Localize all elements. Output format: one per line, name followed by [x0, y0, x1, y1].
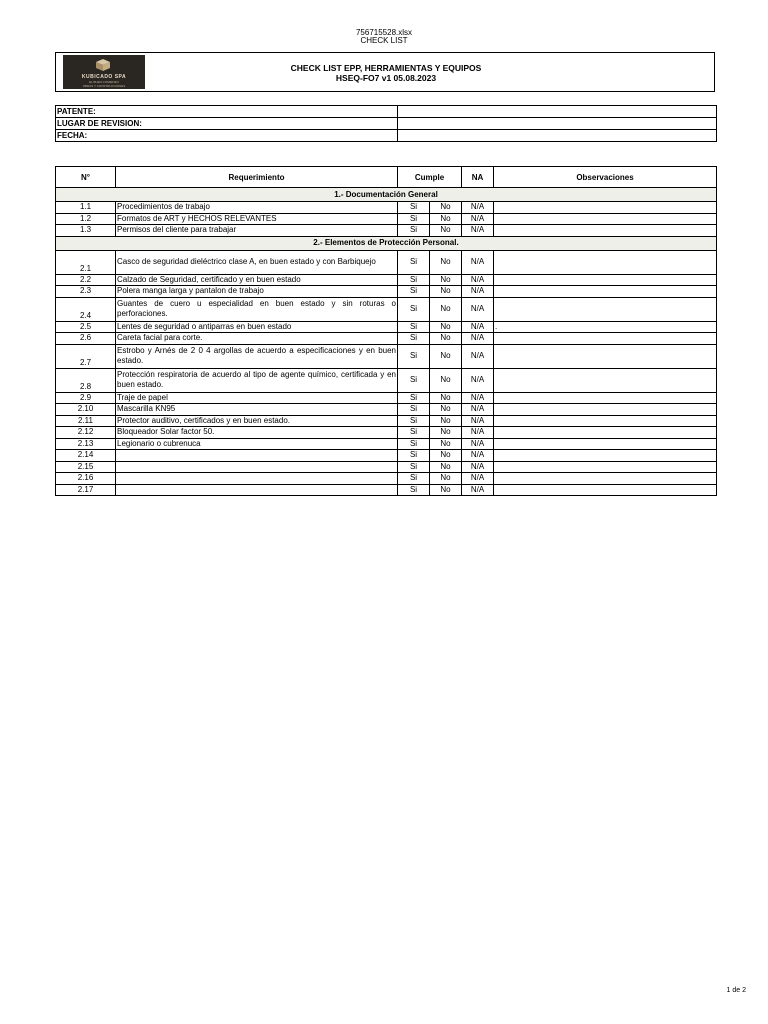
patente-label: PATENTE:	[56, 106, 398, 118]
na-option[interactable]: N/A	[462, 250, 494, 274]
na-option[interactable]: N/A	[462, 225, 494, 237]
table-row	[56, 286, 717, 298]
cumple-si-option[interactable]: Si	[398, 297, 430, 321]
patente-value[interactable]	[398, 106, 717, 118]
row-requirement	[116, 484, 398, 496]
na-option[interactable]: N/A	[462, 392, 494, 404]
sheet-name: CHECK LIST	[360, 36, 408, 45]
na-option[interactable]: N/A	[462, 473, 494, 485]
na-option[interactable]: N/A	[462, 321, 494, 333]
row-number: 2.10	[56, 404, 116, 416]
row-requirement: Protección respiratoria de acuerdo al tipo de agente químico, certificada y en buen estado.	[116, 368, 398, 392]
na-option[interactable]: N/A	[462, 213, 494, 225]
row-observations[interactable]	[494, 333, 717, 345]
row-number: 2.1	[56, 250, 116, 274]
row-observations[interactable]	[494, 250, 717, 274]
col-num-header: N°	[56, 167, 116, 188]
row-observations[interactable]	[494, 274, 717, 286]
cumple-no-option[interactable]: No	[430, 450, 462, 462]
row-observations[interactable]	[494, 427, 717, 439]
row-observations[interactable]: .	[494, 321, 717, 333]
row-requirement	[116, 450, 398, 462]
cumple-si-option[interactable]: Si	[398, 461, 430, 473]
na-option[interactable]: N/A	[462, 344, 494, 368]
cumple-no-option[interactable]: No	[430, 297, 462, 321]
fecha-value[interactable]	[398, 130, 717, 142]
table-row	[56, 321, 717, 333]
na-option[interactable]: N/A	[462, 368, 494, 392]
cumple-si-option[interactable]: Si	[398, 404, 430, 416]
row-number: 2.17	[56, 484, 116, 496]
company-logo	[63, 55, 145, 89]
cumple-si-option[interactable]: Si	[398, 225, 430, 237]
table-row	[56, 297, 717, 321]
section-header	[56, 188, 717, 202]
row-number: 1.3	[56, 225, 116, 237]
table-header-row	[56, 167, 717, 188]
section-title: 2.- Elementos de Protección Personal.	[56, 236, 717, 250]
table-row	[56, 450, 717, 462]
fecha-label: FECHA:	[56, 130, 398, 142]
cumple-no-option[interactable]: No	[430, 427, 462, 439]
row-requirement: Mascarilla KN95	[116, 404, 398, 416]
file-name: 756715528.xlsx	[355, 28, 413, 37]
info-table	[55, 105, 717, 142]
row-number: 2.14	[56, 450, 116, 462]
row-number: 2.16	[56, 473, 116, 485]
table-row	[56, 250, 717, 274]
row-observations[interactable]	[494, 368, 717, 392]
row-number: 1.2	[56, 213, 116, 225]
cumple-si-option[interactable]: Si	[398, 368, 430, 392]
cumple-no-option[interactable]: No	[430, 368, 462, 392]
cumple-si-option[interactable]: Si	[398, 438, 430, 450]
table-row	[56, 461, 717, 473]
table-row	[56, 415, 717, 427]
col-req-header: Requerimiento	[116, 167, 398, 188]
cumple-si-option[interactable]: Si	[398, 321, 430, 333]
document-title: CHECK LIST EPP, HERRAMIENTAS Y EQUIPOS	[290, 63, 482, 73]
row-observations[interactable]	[494, 461, 717, 473]
row-number: 2.7	[56, 344, 116, 368]
na-option[interactable]: N/A	[462, 274, 494, 286]
cumple-si-option[interactable]: Si	[398, 344, 430, 368]
row-observations[interactable]	[494, 484, 717, 496]
row-observations[interactable]	[494, 392, 717, 404]
section-title: 1.- Documentación General	[56, 188, 717, 202]
cumple-no-option[interactable]: No	[430, 473, 462, 485]
cumple-no-option[interactable]: No	[430, 286, 462, 298]
row-number: 2.6	[56, 333, 116, 345]
cube-icon	[96, 59, 110, 71]
row-number: 2.11	[56, 415, 116, 427]
row-requirement: Bloqueador Solar factor 50.	[116, 427, 398, 439]
na-option[interactable]: N/A	[462, 415, 494, 427]
row-requirement	[116, 473, 398, 485]
cumple-no-option[interactable]: No	[430, 202, 462, 214]
cumple-si-option[interactable]: Si	[398, 392, 430, 404]
col-cumple-header: Cumple	[398, 167, 462, 188]
info-row-fecha	[56, 130, 717, 142]
table-row	[56, 344, 717, 368]
row-requirement: Protector auditivo, certificados y en buen estado.	[116, 415, 398, 427]
cumple-si-option[interactable]: Si	[398, 484, 430, 496]
logo-line2: OBRAS Y CONSTRUCCIONES	[82, 84, 126, 88]
row-observations[interactable]	[494, 213, 717, 225]
row-requirement: Lentes de seguridad o antiparras en buen estado	[116, 321, 398, 333]
cumple-si-option[interactable]: Si	[398, 286, 430, 298]
row-observations[interactable]	[494, 473, 717, 485]
cumple-no-option[interactable]: No	[430, 415, 462, 427]
na-option[interactable]: N/A	[462, 333, 494, 345]
row-observations[interactable]	[494, 286, 717, 298]
row-number: 2.2	[56, 274, 116, 286]
cumple-si-option[interactable]: Si	[398, 213, 430, 225]
row-requirement: Estrobo y Arnés de 2 0 4 argollas de acuerdo a especificaciones y en buen estado.	[116, 344, 398, 368]
row-number: 1.1	[56, 202, 116, 214]
lugar-value[interactable]	[398, 118, 717, 130]
table-row	[56, 427, 717, 439]
row-observations[interactable]	[494, 297, 717, 321]
cumple-si-option[interactable]: Si	[398, 415, 430, 427]
row-observations[interactable]	[494, 344, 717, 368]
na-option[interactable]: N/A	[462, 438, 494, 450]
row-requirement: Procedimientos de trabajo	[116, 202, 398, 214]
cumple-si-option[interactable]: Si	[398, 250, 430, 274]
na-option[interactable]: N/A	[462, 286, 494, 298]
row-observations[interactable]	[494, 404, 717, 416]
na-option[interactable]: N/A	[462, 297, 494, 321]
cumple-si-option[interactable]: Si	[398, 333, 430, 345]
info-row-lugar	[56, 118, 717, 130]
logo-line1: EL BUEN COMIENZO	[89, 80, 119, 84]
cumple-si-option[interactable]: Si	[398, 274, 430, 286]
cumple-no-option[interactable]: No	[430, 438, 462, 450]
page-number: 1 de 2	[726, 987, 746, 994]
row-number: 2.15	[56, 461, 116, 473]
table-row	[56, 473, 717, 485]
cumple-no-option[interactable]: No	[430, 333, 462, 345]
table-row	[56, 274, 717, 286]
cumple-no-option[interactable]: No	[430, 484, 462, 496]
cumple-no-option[interactable]: No	[430, 321, 462, 333]
cumple-no-option[interactable]: No	[430, 250, 462, 274]
cumple-si-option[interactable]: Si	[398, 473, 430, 485]
cumple-no-option[interactable]: No	[430, 274, 462, 286]
table-row	[56, 333, 717, 345]
row-observations[interactable]	[494, 450, 717, 462]
row-number: 2.3	[56, 286, 116, 298]
table-row	[56, 404, 717, 416]
cumple-no-option[interactable]: No	[430, 344, 462, 368]
na-option[interactable]: N/A	[462, 427, 494, 439]
row-requirement: Calzado de Seguridad, certificado y en buen estado	[116, 274, 398, 286]
cumple-no-option[interactable]: No	[430, 225, 462, 237]
row-requirement: Guantes de cuero u especialidad en buen estado y sin roturas o perforaciones.	[116, 297, 398, 321]
info-row-patente	[56, 106, 717, 118]
row-requirement	[116, 461, 398, 473]
cumple-si-option[interactable]: Si	[398, 450, 430, 462]
na-option[interactable]: N/A	[462, 461, 494, 473]
table-row	[56, 438, 717, 450]
row-requirement: Traje de papel	[116, 392, 398, 404]
na-option[interactable]: N/A	[462, 202, 494, 214]
na-option[interactable]: N/A	[462, 404, 494, 416]
logo-brand: KUBICADO SPA	[81, 74, 127, 80]
row-observations[interactable]	[494, 415, 717, 427]
row-observations[interactable]	[494, 225, 717, 237]
cumple-no-option[interactable]: No	[430, 404, 462, 416]
row-number: 2.4	[56, 297, 116, 321]
row-requirement: Careta facial para corte.	[116, 333, 398, 345]
row-number: 2.12	[56, 427, 116, 439]
cumple-si-option[interactable]: Si	[398, 427, 430, 439]
section-header	[56, 236, 717, 250]
row-requirement: Permisos del cliente para trabajar	[116, 225, 398, 237]
row-requirement: Formatos de ART y HECHOS RELEVANTES	[116, 213, 398, 225]
checklist-table	[55, 166, 717, 496]
table-row	[56, 202, 717, 214]
table-row	[56, 392, 717, 404]
row-requirement: Casco de seguridad dieléctrico clase A, en buen estado y con Barbiquejo	[116, 250, 398, 274]
table-row	[56, 225, 717, 237]
na-option[interactable]: N/A	[462, 484, 494, 496]
table-row	[56, 484, 717, 496]
row-number: 2.8	[56, 368, 116, 392]
col-obs-header: Observaciones	[494, 167, 717, 188]
cumple-no-option[interactable]: No	[430, 461, 462, 473]
cumple-si-option[interactable]: Si	[398, 202, 430, 214]
table-row	[56, 213, 717, 225]
document-code: HSEQ-FO7 v1 05.08.2023	[335, 73, 437, 83]
row-requirement: Legionario o cubrenuca	[116, 438, 398, 450]
document-header	[55, 52, 715, 92]
row-observations[interactable]	[494, 438, 717, 450]
row-number: 2.9	[56, 392, 116, 404]
table-row	[56, 368, 717, 392]
col-na-header: NA	[462, 167, 494, 188]
lugar-label: LUGAR DE REVISION:	[56, 118, 398, 130]
na-option[interactable]: N/A	[462, 450, 494, 462]
cumple-no-option[interactable]: No	[430, 213, 462, 225]
row-number: 2.5	[56, 321, 116, 333]
row-observations[interactable]	[494, 202, 717, 214]
row-number: 2.13	[56, 438, 116, 450]
row-requirement: Polera manga larga y pantalon de trabajo	[116, 286, 398, 298]
cumple-no-option[interactable]: No	[430, 392, 462, 404]
